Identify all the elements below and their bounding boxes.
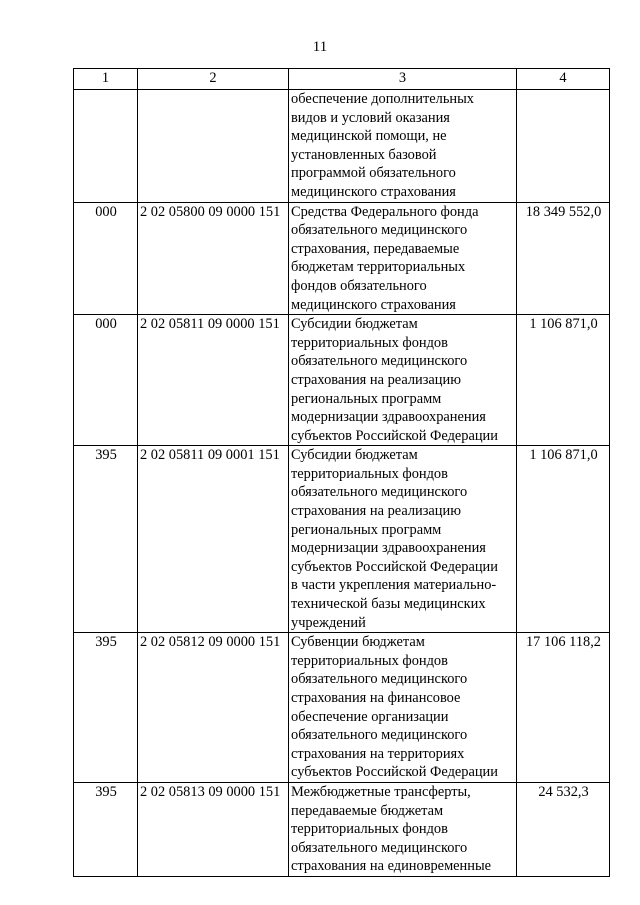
- income-name-line: обеспечение организации: [291, 708, 449, 725]
- income-name-line: передаваемые бюджетам: [291, 802, 444, 819]
- amount-cell: 17 106 118,2: [517, 633, 610, 783]
- amount-cell: 1 106 871,0: [517, 315, 610, 446]
- income-name-line: обязательного медицинского: [291, 484, 468, 501]
- page-number: 11: [312, 39, 328, 55]
- income-name-line: Субсидии бюджетам: [291, 447, 418, 464]
- amount-cell: 18 349 552,0: [517, 202, 610, 315]
- income-name-cell: [289, 315, 517, 446]
- income-name-line: Средства Федерального фонда: [291, 203, 479, 220]
- admin-code-cell: 395: [74, 446, 138, 633]
- income-name-line: страхования на реализацию: [291, 371, 461, 388]
- income-name-line: региональных программ: [291, 521, 442, 538]
- income-name-line: обязательного медицинского: [291, 671, 468, 688]
- income-name-line: страхования на территориях: [291, 745, 465, 762]
- income-name-line: страхования на финансовое: [291, 690, 461, 706]
- income-name-line: медицинского страхования: [291, 296, 456, 313]
- budget-code-cell: 2 02 05812 09 0000 151: [138, 633, 289, 783]
- budget-table: [73, 68, 610, 877]
- income-name-line: региональных программ: [291, 390, 442, 407]
- amount-cell: 1 106 871,0: [517, 446, 610, 633]
- amount-cell: 24 532,3: [517, 782, 610, 876]
- header-col-3: 3: [289, 69, 517, 90]
- income-name-line: страхования на единовременные: [291, 858, 492, 875]
- income-name-cell: [289, 446, 517, 633]
- income-name-line: Субсидии бюджетам: [291, 316, 418, 333]
- income-name-cell: [289, 90, 517, 203]
- header-col-2: 2: [138, 69, 289, 90]
- income-name-line: медицинского страхования: [291, 183, 456, 200]
- amount-cell: [517, 90, 610, 203]
- budget-code-cell: 2 02 05811 09 0000 151: [138, 315, 289, 446]
- income-name-line: обязательного медицинского: [291, 353, 468, 370]
- income-name-line: видов и условий оказания: [291, 109, 450, 126]
- header-col-1: 1: [74, 69, 138, 90]
- income-name-line: модернизации здравоохранения: [291, 409, 486, 426]
- admin-code-cell: 395: [74, 633, 138, 783]
- income-name-cell: [289, 633, 517, 783]
- income-name-line: бюджетам территориальных: [291, 259, 466, 276]
- table-row: [74, 315, 610, 446]
- budget-code-cell: 2 02 05813 09 0000 151: [138, 782, 289, 876]
- table-body: [74, 90, 610, 877]
- admin-code-cell: 000: [74, 315, 138, 446]
- income-name-line: технической базы медицинских: [291, 596, 486, 613]
- income-name-line: территориальных фондов: [291, 821, 448, 838]
- table-row: [74, 782, 610, 876]
- income-name-line: субъектов Российской Федерации: [291, 427, 498, 444]
- income-name-line: медицинской помощи, не: [291, 128, 447, 145]
- income-name-line: модернизации здравоохранения: [291, 540, 486, 557]
- table-row: [74, 633, 610, 783]
- income-name-line: страхования на реализацию: [291, 503, 461, 520]
- budget-code-cell: 2 02 05811 09 0001 151: [138, 446, 289, 633]
- income-name-line: программой обязательного: [291, 165, 456, 182]
- income-name-line: установленных базовой: [291, 146, 437, 163]
- table-header: [74, 69, 610, 90]
- income-name-line: территориальных фондов: [291, 334, 448, 351]
- income-name-line: субъектов Российской Федерации: [291, 558, 498, 575]
- table-row: [74, 446, 610, 633]
- header-row: [74, 69, 610, 90]
- table-row: [74, 90, 610, 203]
- income-name-line: Межбюджетные трансферты,: [291, 783, 471, 800]
- table-row: [74, 202, 610, 315]
- income-name-line: в части укрепления материально-: [291, 577, 497, 594]
- income-name-line: обязательного медицинского: [291, 839, 468, 856]
- admin-code-cell: 000: [74, 202, 138, 315]
- income-name-line: территориальных фондов: [291, 652, 448, 669]
- income-name-line: обязательного медицинского: [291, 222, 468, 239]
- income-name-line: обязательного медицинского: [291, 727, 468, 744]
- budget-code-cell: [138, 90, 289, 203]
- admin-code-cell: [74, 90, 138, 203]
- income-name-line: обеспечение дополнительных: [291, 91, 474, 107]
- income-name-line: территориальных фондов: [291, 465, 448, 482]
- income-name-line: фондов обязательного: [291, 277, 427, 294]
- budget-code-cell: 2 02 05800 09 0000 151: [138, 202, 289, 315]
- admin-code-cell: 395: [74, 782, 138, 876]
- income-name-line: Субвенции бюджетам: [291, 634, 425, 651]
- income-name-line: страхования, передаваемые: [291, 240, 460, 257]
- income-name-line: субъектов Российской Федерации: [291, 764, 498, 781]
- income-name-line: учреждений: [291, 614, 366, 631]
- income-name-cell: [289, 782, 517, 876]
- income-name-cell: [289, 202, 517, 315]
- header-col-4: 4: [517, 69, 610, 90]
